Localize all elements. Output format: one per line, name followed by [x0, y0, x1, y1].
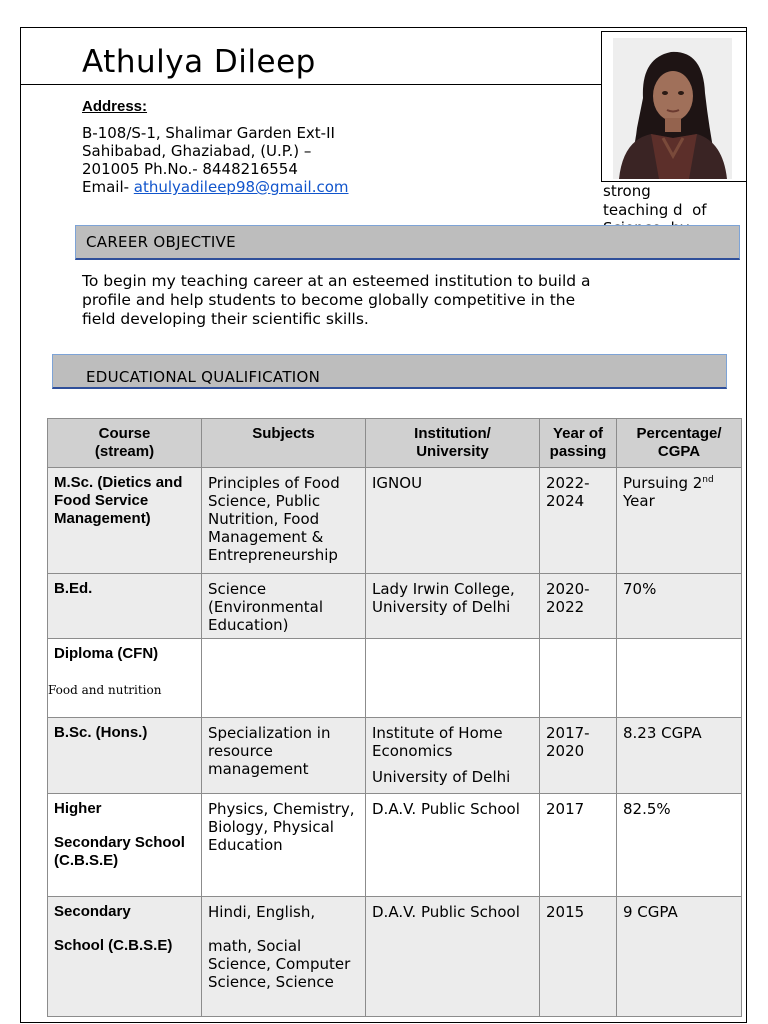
institution-cell: IGNOU — [366, 468, 540, 574]
table-header-row — [48, 419, 742, 468]
address-line-3: 201005 Ph.No.- 8448216554 — [82, 160, 298, 178]
institution-cell: Lady Irwin College, University of Delhi — [366, 574, 540, 639]
institution-cell: D.A.V. Public School — [366, 897, 540, 1017]
course-cell: M.Sc. (Dietics and Food Service Management) — [48, 468, 202, 574]
year-cell: 2022-2024 — [540, 468, 617, 574]
result-cell: Pursuing 2nd Year — [617, 468, 742, 574]
name-divider — [20, 84, 602, 85]
career-objective-heading — [75, 225, 740, 260]
profile-photo — [613, 38, 732, 179]
career-objective-text: To begin my teaching career at an esteemed institution to build a profile and help students to become globally competitive in the field developing their scientific skills. — [82, 272, 591, 328]
result-cell: 8.23 CGPA — [617, 718, 742, 794]
education-heading — [52, 354, 727, 389]
address-line-1: B-108/S-1, Shalimar Garden Ext-II — [82, 124, 335, 142]
subjects-cell: Specialization in resource management — [202, 718, 366, 794]
year-cell: 2020-2022 — [540, 574, 617, 639]
year-cell: 2017-2020 — [540, 718, 617, 794]
result-cell — [617, 639, 742, 718]
subjects-cell: Hindi, English, math, Social Science, Computer Science, Science — [202, 897, 366, 1017]
address-block — [82, 124, 349, 196]
subjects-cell: Physics, Chemistry, Biology, Physical Education — [202, 794, 366, 897]
table-row — [48, 574, 742, 639]
subjects-cell — [202, 639, 366, 718]
course-cell: Diploma (CFN) Food and nutrition — [48, 639, 202, 718]
result-cell: 70% — [617, 574, 742, 639]
overflow-text-fragment: strong teaching d of — [603, 182, 707, 219]
table-row — [48, 468, 742, 574]
header-course: Course (stream) — [48, 419, 202, 468]
education-table — [47, 418, 742, 1017]
header-percentage: Percentage/ CGPA — [617, 419, 742, 468]
table-row — [48, 897, 742, 1017]
course-cell: Higher Secondary School (C.B.S.E) — [48, 794, 202, 897]
table-row — [48, 718, 742, 794]
subjects-cell: Science (Environmental Education) — [202, 574, 366, 639]
year-cell: 2017 — [540, 794, 617, 897]
table-row — [48, 639, 742, 718]
institution-cell: D.A.V. Public School — [366, 794, 540, 897]
portrait-image — [613, 38, 732, 179]
subjects-cell: Principles of Food Science, Public Nutrition, Food Management & Entrepreneurship — [202, 468, 366, 574]
header-institution: Institution/ University — [366, 419, 540, 468]
candidate-name: Athulya Dileep — [82, 44, 316, 80]
course-note: Food and nutrition — [48, 683, 162, 697]
email-prefix: Email- — [82, 178, 134, 196]
result-cell: 82.5% — [617, 794, 742, 897]
education-title: EDUCATIONAL QUALIFICATION — [86, 368, 321, 386]
course-cell: Secondary School (C.B.S.E) — [48, 897, 202, 1017]
course-cell: B.Sc. (Hons.) — [48, 718, 202, 794]
table-row — [48, 794, 742, 897]
result-cell: 9 CGPA — [617, 897, 742, 1017]
career-objective-title: CAREER OBJECTIVE — [86, 233, 236, 251]
address-line-2: Sahibabad, Ghaziabad, (U.P.) – — [82, 142, 312, 160]
year-cell: 2015 — [540, 897, 617, 1017]
email-line — [82, 178, 349, 196]
header-year: Year of passing — [540, 419, 617, 468]
institution-cell — [366, 639, 540, 718]
email-link[interactable]: athulyadileep98@gmail.com — [133, 178, 349, 196]
course-cell: B.Ed. — [48, 574, 202, 639]
address-label: Address: — [82, 98, 148, 115]
institution-cell: Institute of Home Economics University of Delhi — [366, 718, 540, 794]
header-subjects: Subjects — [202, 419, 366, 468]
year-cell — [540, 639, 617, 718]
